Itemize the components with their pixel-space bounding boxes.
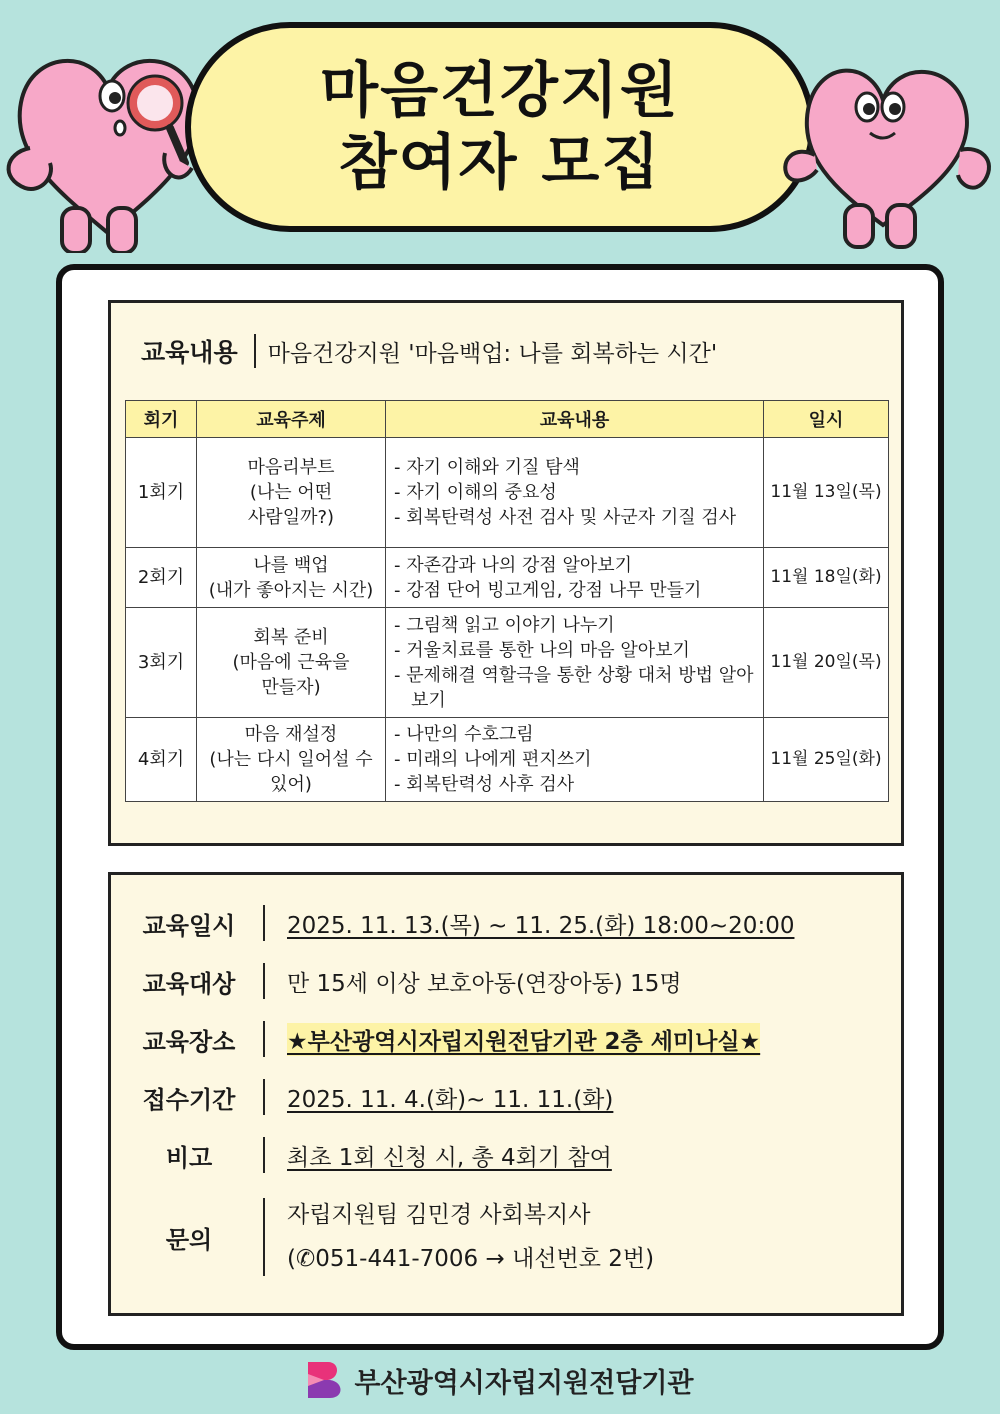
info-label: 교육일시 <box>142 911 236 940</box>
topic-cell <box>197 718 386 802</box>
info-row-target <box>131 963 682 999</box>
round-cell: 4회기 <box>126 718 197 802</box>
info-label: 교육장소 <box>142 1027 236 1056</box>
date-cell: 11월 25일(화) <box>764 718 889 802</box>
contact-person: 자립지원팀 김민경 사회복지사 <box>287 1202 591 1228</box>
info-label: 비고 <box>165 1143 213 1172</box>
date-cell: 11월 20일(목) <box>764 608 889 718</box>
col-header-date: 일시 <box>764 401 889 438</box>
info-panel <box>108 872 904 1316</box>
content-item: - 미래의 나에게 편지쓰기 <box>394 749 592 770</box>
divider <box>254 334 256 368</box>
info-label: 접수기간 <box>142 1085 236 1114</box>
content-cell <box>386 608 764 718</box>
topic-line: (나는 어떤 <box>249 482 333 503</box>
topic-line: 마음 재설정 <box>244 724 338 745</box>
footer <box>0 1360 1000 1400</box>
divider <box>263 1079 265 1115</box>
info-label: 문의 <box>165 1225 213 1254</box>
table-header-row <box>126 401 889 438</box>
table-row <box>126 438 889 548</box>
divider <box>263 1198 265 1276</box>
topic-line: 만들자) <box>261 677 321 698</box>
page-title-line1: 마음건강지원 <box>320 56 680 126</box>
round-cell: 1회기 <box>126 438 197 548</box>
content-cell <box>386 718 764 802</box>
topic-cell <box>197 548 386 608</box>
info-label: 교육대상 <box>142 969 236 998</box>
info-value: 2025. 11. 4.(화)~ 11. 11.(화) <box>287 1086 614 1113</box>
col-header-round: 회기 <box>126 401 197 438</box>
info-row-note <box>131 1137 612 1173</box>
contact-phone: (✆051-441-7006 → 내선번호 2번) <box>287 1246 655 1272</box>
content-item: - 회복탄력성 사전 검사 및 사군자 기질 검사 <box>394 507 737 528</box>
divider <box>263 1137 265 1173</box>
heart-character-pointing-icon <box>775 45 1000 250</box>
content-cell <box>386 548 764 608</box>
divider <box>263 1021 265 1057</box>
round-cell: 3회기 <box>126 608 197 718</box>
topic-line: 회복 준비 <box>253 627 329 648</box>
topic-line: (나는 다시 일어설 수 <box>209 749 373 770</box>
topic-line: 나를 백업 <box>253 554 329 576</box>
divider <box>263 963 265 999</box>
topic-line: 있어) <box>270 774 312 795</box>
content-item: - 그림책 읽고 이야기 나누기 <box>394 614 615 636</box>
table-row <box>126 718 889 802</box>
topic-cell <box>197 438 386 548</box>
content-item: - 자존감과 나의 강점 알아보기 <box>394 554 633 576</box>
info-row-period <box>131 1079 613 1115</box>
schedule-table <box>125 400 889 802</box>
info-row-schedule <box>131 905 794 941</box>
round-cell: 2회기 <box>126 548 197 608</box>
table-row <box>126 608 889 718</box>
info-value: 2025. 11. 13.(목) ~ 11. 25.(화) 18:00~20:00 <box>287 912 795 939</box>
col-header-topic: 교육주제 <box>197 401 386 438</box>
program-name: 마음건강지원 '마음백업: 나를 회복하는 시간' <box>267 340 718 367</box>
topic-cell <box>197 608 386 718</box>
content-item: - 자기 이해와 기질 탐색 <box>394 457 580 478</box>
content-item: - 회복탄력성 사후 검사 <box>394 774 575 795</box>
heart-character-magnifier-icon <box>0 28 215 253</box>
content-item: - 나만의 수호그림 <box>394 724 534 745</box>
content-item: - 문제해결 역할극을 통한 상황 대처 방법 알아보기 <box>394 664 754 711</box>
org-name: 부산광역시자립지원전담기관 <box>354 1367 694 1399</box>
date-cell: 11월 18일(화) <box>764 548 889 608</box>
divider <box>263 905 265 941</box>
info-value: 만 15세 이상 보호아동(연장아동) 15명 <box>287 970 682 997</box>
main-card <box>56 264 944 1350</box>
page-title-line2: 참여자 모집 <box>338 128 662 198</box>
curriculum-panel <box>108 300 904 846</box>
topic-line: (마음에 근육을 <box>232 652 350 673</box>
intro-label: 교육내용 <box>141 338 238 367</box>
date-cell: 11월 13일(목) <box>764 438 889 548</box>
content-item: - 거울치료를 통한 나의 마음 알아보기 <box>394 639 690 661</box>
org-logo-icon <box>306 1360 344 1400</box>
topic-line: 사람일까?) <box>247 507 335 528</box>
content-item: - 강점 단어 빙고게임, 강점 나무 만들기 <box>394 579 702 601</box>
info-value: ★부산광역시자립지원전담기관 2층 세미나실★ <box>287 1023 760 1056</box>
contact-block <box>287 1193 654 1281</box>
info-row-place <box>131 1021 760 1057</box>
topic-line: (내가 좋아지는 시간) <box>208 579 374 601</box>
col-header-content: 교육내용 <box>386 401 764 438</box>
title-banner <box>185 22 815 232</box>
content-cell <box>386 438 764 548</box>
info-value: 최초 1회 신청 시, 총 4회기 참여 <box>287 1144 612 1171</box>
content-item: - 자기 이해의 중요성 <box>394 482 557 503</box>
curriculum-intro <box>141 333 717 369</box>
topic-line: 마음리부트 <box>247 457 335 478</box>
info-row-contact <box>131 1193 654 1281</box>
table-row <box>126 548 889 608</box>
